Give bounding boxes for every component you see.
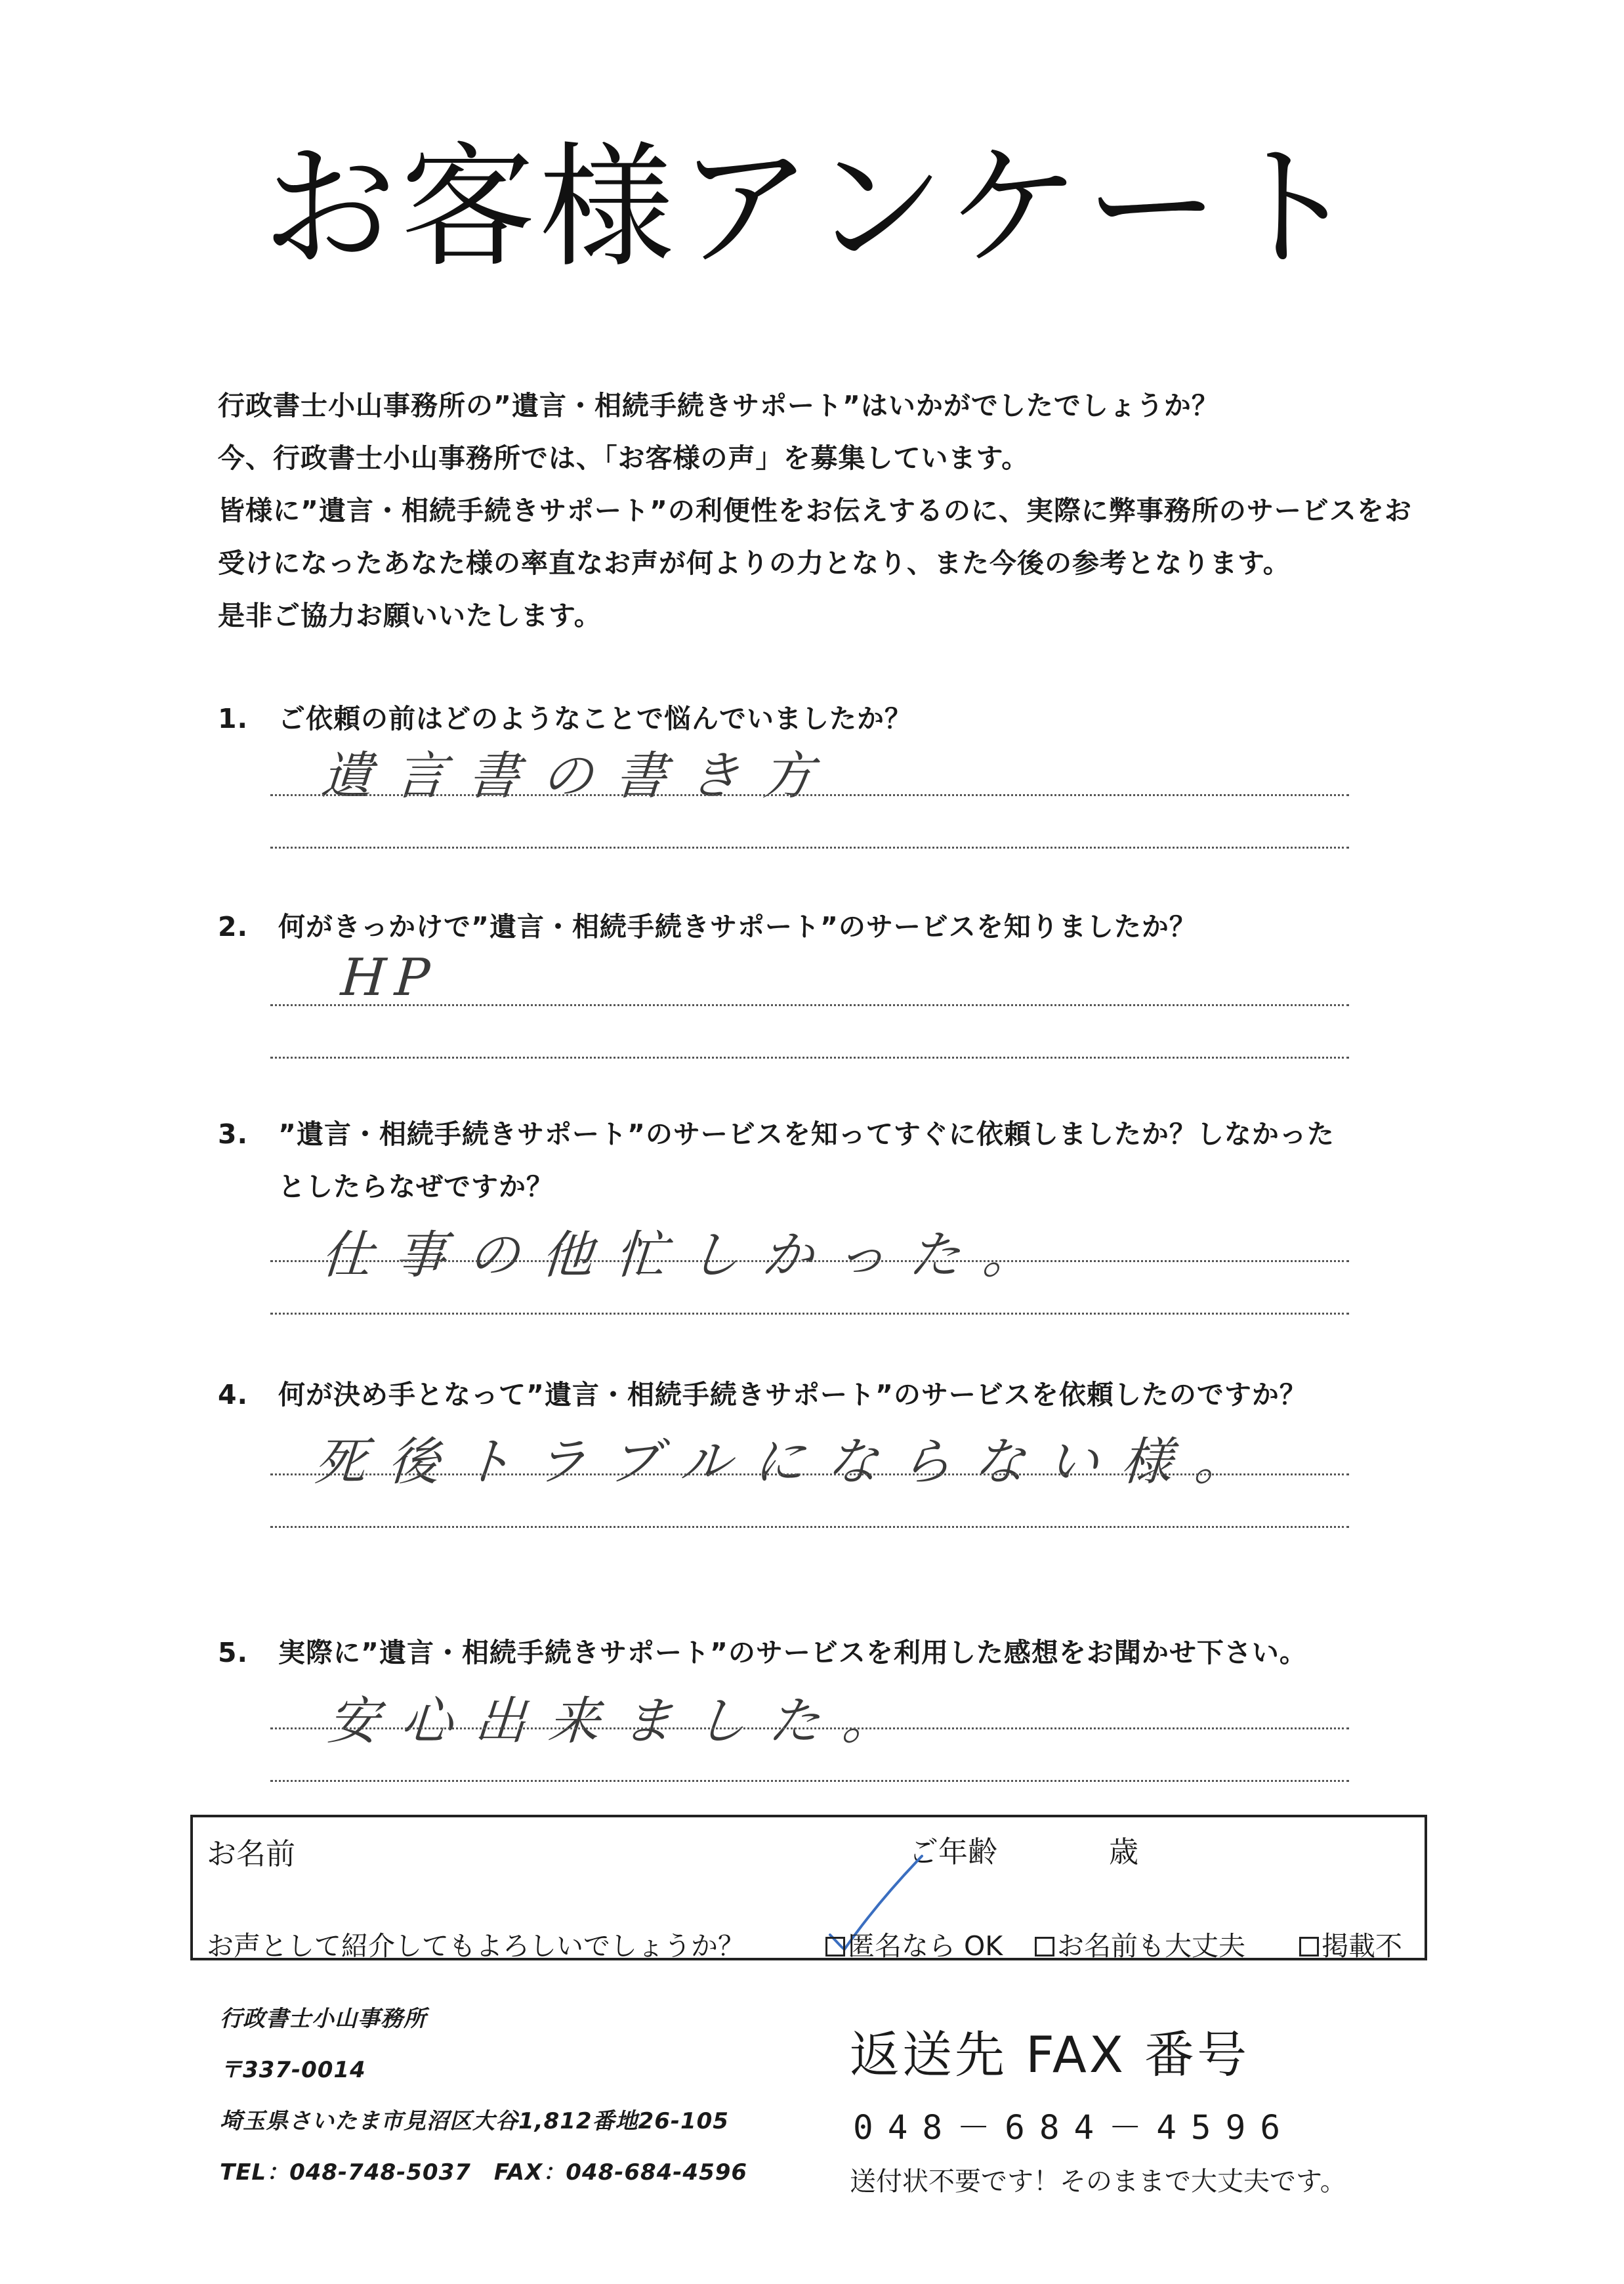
checkbox[interactable] — [1299, 1937, 1319, 1956]
question-4 — [218, 1368, 1307, 1421]
answer-line — [270, 1526, 1349, 1528]
question-text: ”遺言・相続手続きサポート”のサービスを知ってすぐに依頼しましたか？しなかった — [278, 1118, 1335, 1150]
answer-line — [270, 794, 1349, 796]
intro-text — [218, 379, 1563, 642]
question-2 — [218, 900, 1197, 953]
option-label: お名前も大丈夫 — [1057, 1930, 1245, 1962]
option-no-publish[interactable] — [1299, 1924, 1402, 1963]
question-text: 何が決め手となって”遺言・相続手続きサポート”のサービスを依頼したのですか？ — [278, 1379, 1307, 1410]
question-number: 1. — [218, 703, 249, 734]
question-number: 4. — [218, 1379, 249, 1410]
fax-note: 送付状不要です！そのままで大丈夫です。 — [850, 2167, 1346, 2197]
question-number: 3. — [218, 1118, 249, 1150]
answer-3[interactable]: 仕事の他忙しかった。 — [319, 1226, 1058, 1285]
answer-line — [270, 1780, 1349, 1782]
answer-4[interactable]: 死後トラブルにならない様。 — [312, 1433, 1270, 1492]
page-title: お客様アンケート — [262, 130, 1362, 286]
office-contact: TEL：048-748-5037 FAX：048-684-4596 — [220, 2159, 748, 2186]
question-text: ご依頼の前はどのようなことで悩んでいましたか？ — [278, 703, 912, 734]
intro-line: 今、行政書士小山事務所では、「お客様の声」を募集しています。 — [218, 442, 1030, 474]
question-3 — [218, 1108, 1335, 1160]
question-3-continued: としたらなぜですか？ — [278, 1171, 554, 1202]
question-text: 実際に”遺言・相続手続きサポート”のサービスを利用した感想をお聞かせ下さい。 — [278, 1637, 1307, 1668]
fax-number: 048－684－4596 — [853, 2109, 1295, 2147]
age-label: ご年齢 — [909, 1834, 998, 1869]
answer-line — [270, 1727, 1349, 1729]
consent-question: お声として紹介してもよろしいでしょうか？ — [207, 1930, 745, 1962]
age-unit: 歳 — [1109, 1834, 1139, 1869]
intro-line: 是非ご協力お願いいたします。 — [218, 600, 602, 631]
answer-line — [270, 847, 1349, 849]
answer-5[interactable]: 安心出来ました。 — [325, 1692, 918, 1751]
option-name-ok[interactable] — [1035, 1924, 1245, 1963]
office-address: 埼玉県さいたま市見沼区大谷1,812番地26-105 — [220, 2108, 729, 2134]
question-text: 何がきっかけで”遺言・相続手続きサポート”のサービスを知りましたか？ — [278, 911, 1197, 942]
answer-line — [270, 1313, 1349, 1315]
answer-1[interactable]: 遺言書の書き方 — [319, 747, 838, 806]
answer-line — [270, 1260, 1349, 1262]
answer-2[interactable]: HP — [339, 948, 441, 1007]
question-5 — [218, 1626, 1307, 1679]
intro-line: 受けになったあなた様の率直なお声が何よりの力となり、また今後の参考となります。 — [218, 547, 1291, 579]
fax-title: 返送先 FAX 番号 — [850, 2025, 1250, 2084]
office-postal: 〒337-0014 — [220, 2057, 366, 2083]
office-name: 行政書士小山事務所 — [220, 2006, 427, 2032]
answer-line — [270, 1057, 1349, 1059]
answer-line — [270, 1473, 1349, 1475]
checkbox[interactable] — [825, 1937, 845, 1956]
question-number: 2. — [218, 911, 249, 942]
intro-line: 皆様に”遺言・相続手続きサポート”の利便性をお伝えするのに、実際に弊事務所のサービスをお — [218, 495, 1412, 526]
intro-line: 行政書士小山事務所の”遺言・相続手続きサポート”はいかがでしたでしょうか？ — [218, 390, 1219, 421]
question-number: 5. — [218, 1637, 249, 1668]
option-label: 掲載不 — [1322, 1930, 1402, 1962]
option-label: 匿名なら OK — [848, 1930, 1003, 1962]
checkbox[interactable] — [1035, 1937, 1054, 1956]
answer-line — [270, 1004, 1349, 1006]
name-label: お名前 — [207, 1836, 296, 1871]
option-anonymous[interactable] — [825, 1924, 1003, 1963]
